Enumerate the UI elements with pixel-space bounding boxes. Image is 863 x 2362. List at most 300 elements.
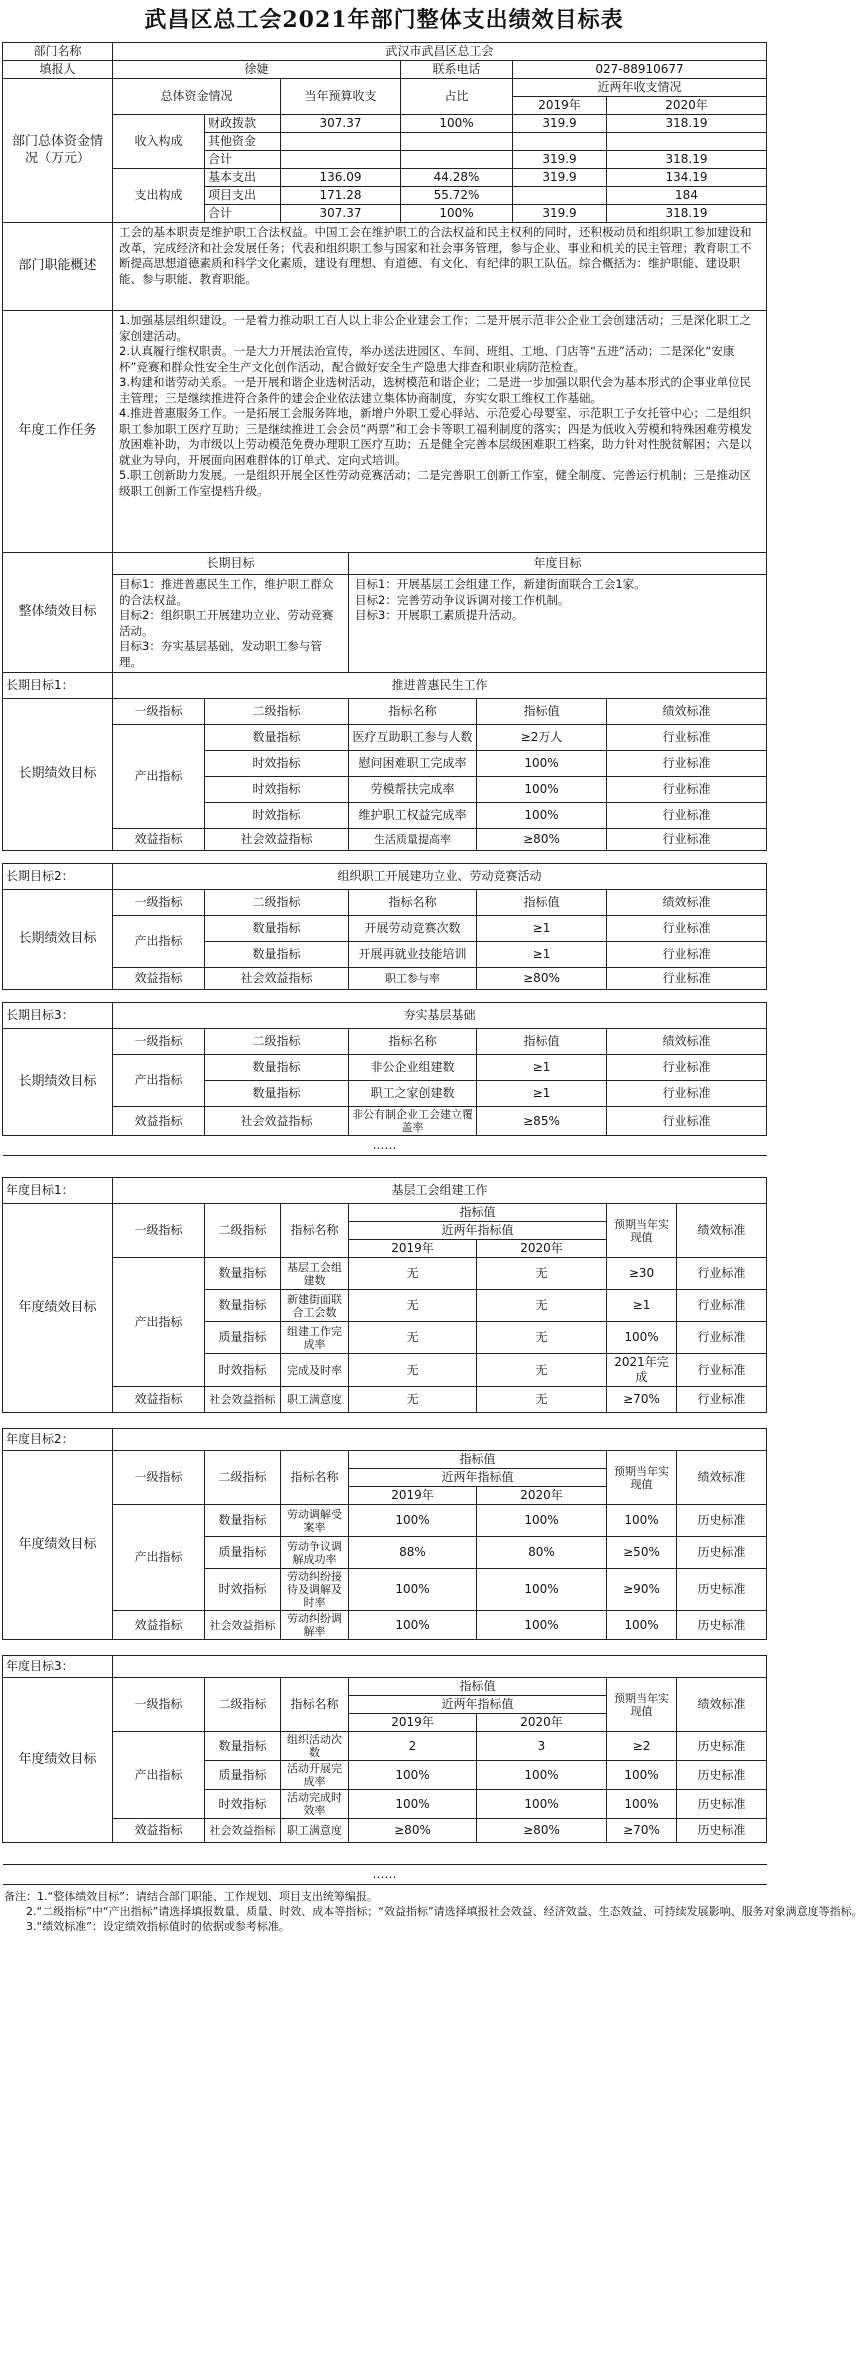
overall-funds-label: 总体资金情况 xyxy=(113,79,281,115)
indicator-2020: ≥80% xyxy=(477,1819,607,1843)
dept-name-value: 武汉市武昌区总工会 xyxy=(113,43,767,61)
indicator-standard: 行业标准 xyxy=(607,751,767,777)
indicator-level2: 数量指标 xyxy=(205,1505,281,1537)
indicator-name: 新建街面联合工会数 xyxy=(281,1290,349,1322)
indicator-value: ≥80% xyxy=(477,829,607,851)
fund-2020 xyxy=(607,133,767,151)
ratio-label: 占比 xyxy=(401,79,513,115)
annual-goal-label: 年度目标1： xyxy=(3,1178,113,1204)
spacer-row xyxy=(3,1843,767,1865)
output-indicator-label: 产出指标 xyxy=(113,916,205,968)
header-standard: 绩效标准 xyxy=(677,1451,767,1505)
long-goal-title: 夯实基层基础 xyxy=(113,1003,767,1029)
header-name: 指标名称 xyxy=(281,1451,349,1505)
annual-goal-title-row xyxy=(3,1178,767,1204)
header-standard: 绩效标准 xyxy=(607,1029,767,1055)
header-name: 指标名称 xyxy=(349,1029,477,1055)
spacer-row xyxy=(3,990,767,1003)
indicator-expect: ≥90% xyxy=(607,1569,677,1611)
page-title: 武昌区总工会2021年部门整体支出绩效目标表 xyxy=(144,7,624,34)
indicator-level2: 社会效益指标 xyxy=(205,1387,281,1413)
header-recent: 近两年指标值 xyxy=(349,1696,607,1714)
long-header-row xyxy=(3,699,767,725)
indicator-expect: 100% xyxy=(607,1611,677,1640)
long-goal-title-row xyxy=(3,673,767,699)
header-standard: 绩效标准 xyxy=(677,1204,767,1258)
indicator-name: 职工满意度 xyxy=(281,1819,349,1843)
header-standard: 绩效标准 xyxy=(607,890,767,916)
indicator-standard: 行业标准 xyxy=(607,968,767,990)
indicator-name: 完成及时率 xyxy=(281,1354,349,1387)
indicator-value: 100% xyxy=(477,803,607,829)
indicator-value: ≥1 xyxy=(477,916,607,942)
indicator-level2: 数量指标 xyxy=(205,916,349,942)
long-goal-label: 长期目标2： xyxy=(3,864,113,890)
indicator-level2: 质量指标 xyxy=(205,1761,281,1790)
goal-header-row xyxy=(3,553,767,575)
indicator-2020: 无 xyxy=(477,1322,607,1354)
indicator-2020: 100% xyxy=(477,1569,607,1611)
fund-2019: 319.9 xyxy=(513,205,607,223)
header-name: 指标名称 xyxy=(349,890,477,916)
header-level1: 一级指标 xyxy=(113,1451,205,1505)
header-2019: 2019年 xyxy=(349,1240,477,1258)
indicator-expect: ≥2 xyxy=(607,1732,677,1761)
fund-2019: 319.9 xyxy=(513,115,607,133)
funds-header-row xyxy=(3,79,767,97)
output-indicator-label: 产出指标 xyxy=(113,1258,205,1387)
indicator-standard: 行业标准 xyxy=(607,1081,767,1107)
indicator-name: 基层工会组建数 xyxy=(281,1258,349,1290)
indicator-2020: 100% xyxy=(477,1611,607,1640)
header-2019: 2019年 xyxy=(349,1487,477,1505)
duty-text: 工会的基本职责是维护职工合法权益。中国工会在维护职工的合法权益和民主权利的同时，还积极动员和组织职工参加建设和改革，完成经济和社会发展任务；代表和组织职工参与国家和社会事务管理，参与企业、事业和机关的民主管理；教育职工不断提高思想道德素质和科学文化素质，建设有理想、有道德、有文化、有纪律的职工队伍。综合概括为：维护职能、建设职能、参与职能、教育职能。 xyxy=(113,223,767,311)
indicator-standard: 行业标准 xyxy=(607,942,767,968)
indicator-name: 劳动调解受案率 xyxy=(281,1505,349,1537)
long-goal-label: 长期目标1： xyxy=(3,673,113,699)
indicator-name: 职工之家创建数 xyxy=(349,1081,477,1107)
header-level1: 一级指标 xyxy=(113,1678,205,1732)
header-value: 指标值 xyxy=(349,1204,607,1222)
indicator-standard: 历史标准 xyxy=(677,1761,767,1790)
indicator-level2: 时效指标 xyxy=(205,803,349,829)
spacer xyxy=(3,1156,767,1178)
benefit-indicator-label: 效益指标 xyxy=(113,1107,205,1136)
indicator-expect: 100% xyxy=(607,1505,677,1537)
indicator-expect: 100% xyxy=(607,1761,677,1790)
indicator-level2: 数量指标 xyxy=(205,1081,349,1107)
fund-item-name: 财政拨款 xyxy=(205,115,281,133)
indicator-expect: ≥30 xyxy=(607,1258,677,1290)
indicator-value: 100% xyxy=(477,777,607,803)
indicator-level2: 数量指标 xyxy=(205,942,349,968)
indicator-expect: 100% xyxy=(607,1322,677,1354)
fund-item-name: 合计 xyxy=(205,151,281,169)
header-name: 指标名称 xyxy=(281,1678,349,1732)
indicator-level2: 数量指标 xyxy=(205,725,349,751)
header-value: 指标值 xyxy=(349,1451,607,1469)
annual-goal-header: 年度目标 xyxy=(349,553,767,575)
indicator-standard: 历史标准 xyxy=(677,1611,767,1640)
fund-item-name: 基本支出 xyxy=(205,169,281,187)
indicator-name: 活动开展完成率 xyxy=(281,1761,349,1790)
fund-budget: 171.28 xyxy=(281,187,401,205)
fund-2019: 319.9 xyxy=(513,151,607,169)
header-2020: 2020年 xyxy=(477,1714,607,1732)
long-header-row xyxy=(3,890,767,916)
indicator-row xyxy=(3,968,767,990)
indicator-row xyxy=(3,1387,767,1413)
indicator-2020: 无 xyxy=(477,1387,607,1413)
year-2019: 2019年 xyxy=(513,97,607,115)
annual-goal-title xyxy=(113,1656,767,1678)
indicator-standard: 历史标准 xyxy=(677,1569,767,1611)
indicator-row xyxy=(3,1732,767,1761)
annual-goal-text: 目标1：开展基层工会组建工作，新建街面联合工会1家。 目标2：完善劳动争议诉调对接工作机制。 目标3：开展职工素质提升活动。 xyxy=(349,575,767,673)
spacer xyxy=(3,1413,767,1429)
indicator-value: ≥2万人 xyxy=(477,725,607,751)
indicator-level2: 社会效益指标 xyxy=(205,1819,281,1843)
indicator-2019: 无 xyxy=(349,1258,477,1290)
recent-label: 近两年收支情况 xyxy=(513,79,767,97)
long-goal-label: 长期目标3： xyxy=(3,1003,113,1029)
fund-2020: 318.19 xyxy=(607,205,767,223)
indicator-standard: 行业标准 xyxy=(677,1354,767,1387)
spacer xyxy=(3,990,767,1003)
fund-budget xyxy=(281,133,401,151)
output-indicator-label: 产出指标 xyxy=(113,1732,205,1819)
header-level2: 二级指标 xyxy=(205,1029,349,1055)
header-level2: 二级指标 xyxy=(205,1451,281,1505)
duty-row xyxy=(3,223,767,311)
filler-value: 徐婕 xyxy=(113,61,401,79)
header-name: 指标名称 xyxy=(281,1204,349,1258)
spacer xyxy=(3,1640,767,1656)
indicator-level2: 质量指标 xyxy=(205,1322,281,1354)
header-value: 指标值 xyxy=(477,1029,607,1055)
phone-value: 027-88910677 xyxy=(513,61,767,79)
indicator-2020: 100% xyxy=(477,1761,607,1790)
indicator-2019: 100% xyxy=(349,1790,477,1819)
indicator-name: 非公有制企业工会建立覆盖率 xyxy=(349,1107,477,1136)
funds-section-label: 部门总体资金情况（万元） xyxy=(3,79,113,223)
tasks-label: 年度工作任务 xyxy=(3,311,113,553)
output-indicator-label: 产出指标 xyxy=(113,1505,205,1611)
spacer-row xyxy=(3,1156,767,1178)
indicator-row xyxy=(3,829,767,851)
filler-label: 填报人 xyxy=(3,61,113,79)
header-expect: 预期当年实现值 xyxy=(607,1204,677,1258)
header-level1: 一级指标 xyxy=(113,1029,205,1055)
indicator-name: 慰问困难职工完成率 xyxy=(349,751,477,777)
indicator-name: 组织活动次数 xyxy=(281,1732,349,1761)
indicator-level2: 数量指标 xyxy=(205,1290,281,1322)
indicator-name: 劳动纠纷接待及调解及时率 xyxy=(281,1569,349,1611)
spacer-row xyxy=(3,851,767,864)
header-value: 指标值 xyxy=(349,1678,607,1696)
budget-label: 当年预算收支 xyxy=(281,79,401,115)
indicator-level2: 时效指标 xyxy=(205,777,349,803)
indicator-2020: 80% xyxy=(477,1537,607,1569)
indicator-expect: ≥70% xyxy=(607,1819,677,1843)
indicator-row xyxy=(3,1055,767,1081)
indicator-standard: 行业标准 xyxy=(607,1107,767,1136)
indicator-expect: ≥1 xyxy=(607,1290,677,1322)
indicator-level2: 社会效益指标 xyxy=(205,829,349,851)
benefit-indicator-label: 效益指标 xyxy=(113,1387,205,1413)
fund-ratio: 100% xyxy=(401,115,513,133)
long-goal-title-row xyxy=(3,864,767,890)
indicator-2019: 88% xyxy=(349,1537,477,1569)
indicator-level2: 时效指标 xyxy=(205,751,349,777)
indicator-standard: 历史标准 xyxy=(677,1505,767,1537)
header-expect: 预期当年实现值 xyxy=(607,1451,677,1505)
overall-goal-label: 整体绩效目标 xyxy=(3,553,113,673)
header-recent: 近两年指标值 xyxy=(349,1222,607,1240)
annual-header-row xyxy=(3,1451,767,1469)
duty-label: 部门职能概述 xyxy=(3,223,113,311)
indicator-value: ≥1 xyxy=(477,1081,607,1107)
fund-ratio: 55.72% xyxy=(401,187,513,205)
annual-goal-label: 年度目标3： xyxy=(3,1656,113,1678)
header-level2: 二级指标 xyxy=(205,699,349,725)
indicator-expect: 2021年完成 xyxy=(607,1354,677,1387)
indicator-value: ≥1 xyxy=(477,942,607,968)
long-section-label: 长期绩效目标 xyxy=(3,890,113,990)
indicator-2019: 100% xyxy=(349,1611,477,1640)
note-1: 备注：1.“整体绩效目标”：请结合部门职能、工作规划、项目支出统筹编报。 xyxy=(4,1890,378,1903)
indicator-expect: ≥50% xyxy=(607,1537,677,1569)
header-standard: 绩效标准 xyxy=(607,699,767,725)
performance-table xyxy=(2,42,767,1885)
indicator-value: ≥85% xyxy=(477,1107,607,1136)
indicator-standard: 行业标准 xyxy=(677,1258,767,1290)
note-2: 2.“二级指标”中“产出指标”请选择填报数量、质量、时效、成本等指标；“效益指标”请选择填报社会效益、经济效益、生态效益、可持续发展影响、服务对象满意度等指标。 xyxy=(26,1905,863,1918)
tasks-text: 1.加强基层组织建设。一是着力推动职工百人以上非公企业建会工作；二是开展示范非公企业工会创建活动；三是深化职工之家创建活动。 2.认真履行维权职责。一是大力开展法治宣传，举办送法进园区、车间、班组、工地、门店等“五进”活动；二是深化“安康杯”竞赛和群众性安全生产文化创作活动，配合做好安全生产隐患大排查和职业病防范检查。 3.构建和谐劳动关系。一是开展和谐企业选树活动，选树模范和谐企业；二是进一步加强以职代会为基本形式的企事业单位民主管理；三是继续推进符合条件的建会企业依法建立集体协商制度，夯实女职工维权工作基础。 4.推进普惠服务工作。一是拓展工会服务阵地，新增户外职工爱心驿站、示范爱心母婴室、示范职工子女托管中心；二是组织职工参加职工医疗互助；三是继续推进工会会员“两票”和工会卡等职工福利制度的落实；四是为低收入劳模和特殊困难劳模发放困难补助，为市级以上劳动模范免费办理职工医疗互助；五是健全完善本层级困难职工档案，助力针对性脱贫解困；六是以就业为导向，开展面向困难群体的订单式、定向式培训。 5.职工创新助力发展。一是组织开展全区性劳动竞赛活动；二是完善职工创新工作室，健全制度、完善运行机制；三是推动区级职工创新工作室提档升级。 xyxy=(113,311,767,553)
indicator-row xyxy=(3,1107,767,1136)
fund-item-name: 合计 xyxy=(205,205,281,223)
spacer xyxy=(3,1843,767,1865)
fund-budget: 136.09 xyxy=(281,169,401,187)
fund-2019 xyxy=(513,133,607,151)
ellipsis-row xyxy=(3,1865,767,1885)
indicator-level2: 质量指标 xyxy=(205,1537,281,1569)
spacer-row xyxy=(3,1640,767,1656)
indicator-row xyxy=(3,1258,767,1290)
indicator-2019: 100% xyxy=(349,1569,477,1611)
indicator-standard: 行业标准 xyxy=(607,916,767,942)
long-goal-text: 目标1：推进普惠民生工作，维护职工群众的合法权益。 目标2：组织职工开展建功立业、劳动竞赛活动。 目标3：夯实基层基础，发动职工参与管理。 xyxy=(113,575,349,673)
fund-item-name: 项目支出 xyxy=(205,187,281,205)
fund-row xyxy=(3,169,767,187)
indicator-2019: 无 xyxy=(349,1290,477,1322)
indicator-level2: 社会效益指标 xyxy=(205,1611,281,1640)
indicator-standard: 历史标准 xyxy=(677,1819,767,1843)
indicator-2019: 无 xyxy=(349,1322,477,1354)
indicator-name: 开展再就业技能培训 xyxy=(349,942,477,968)
fund-budget xyxy=(281,151,401,169)
annual-goal-label: 年度目标2： xyxy=(3,1429,113,1451)
fund-2020: 318.19 xyxy=(607,151,767,169)
indicator-standard: 行业标准 xyxy=(607,1055,767,1081)
annual-goal-title xyxy=(113,1429,767,1451)
indicator-2020: 3 xyxy=(477,1732,607,1761)
note-3: 3.“绩效标准”：设定绩效指标值时的依据或参考标准。 xyxy=(26,1920,290,1933)
header-name: 指标名称 xyxy=(349,699,477,725)
indicator-standard: 历史标准 xyxy=(677,1537,767,1569)
header-value: 指标值 xyxy=(477,699,607,725)
long-goal-title: 组织职工开展建功立业、劳动竞赛活动 xyxy=(113,864,767,890)
indicator-expect: ≥70% xyxy=(607,1387,677,1413)
goal-text-row xyxy=(3,575,767,673)
annual-goal-title: 基层工会组建工作 xyxy=(113,1178,767,1204)
spacer-row xyxy=(3,1413,767,1429)
year-2020: 2020年 xyxy=(607,97,767,115)
indicator-level2: 数量指标 xyxy=(205,1732,281,1761)
annual-goal-title-row xyxy=(3,1429,767,1451)
annual-goal-title-row xyxy=(3,1656,767,1678)
indicator-name: 活动完成时效率 xyxy=(281,1790,349,1819)
annual-header-row xyxy=(3,1204,767,1222)
fund-budget: 307.37 xyxy=(281,205,401,223)
header-level1: 一级指标 xyxy=(113,890,205,916)
header-standard: 绩效标准 xyxy=(677,1678,767,1732)
filler-row xyxy=(3,61,767,79)
header-level1: 一级指标 xyxy=(113,1204,205,1258)
indicator-level2: 数量指标 xyxy=(205,1055,349,1081)
output-indicator-label: 产出指标 xyxy=(113,725,205,829)
indicator-level2: 数量指标 xyxy=(205,1258,281,1290)
annual-header-row xyxy=(3,1678,767,1696)
indicator-value: ≥80% xyxy=(477,968,607,990)
long-section-label: 长期绩效目标 xyxy=(3,699,113,851)
indicator-2019: 100% xyxy=(349,1761,477,1790)
indicator-name: 非公企业组建数 xyxy=(349,1055,477,1081)
header-level1: 一级指标 xyxy=(113,699,205,725)
indicator-row xyxy=(3,1505,767,1537)
fund-ratio: 100% xyxy=(401,205,513,223)
ellipsis: …… xyxy=(3,1136,767,1156)
indicator-2020: 无 xyxy=(477,1354,607,1387)
long-section-label: 长期绩效目标 xyxy=(3,1029,113,1136)
indicator-name: 劳模帮扶完成率 xyxy=(349,777,477,803)
indicator-standard: 行业标准 xyxy=(607,725,767,751)
indicator-standard: 行业标准 xyxy=(607,829,767,851)
header-2019: 2019年 xyxy=(349,1714,477,1732)
annual-section-label: 年度绩效目标 xyxy=(3,1204,113,1413)
fund-2020: 134.19 xyxy=(607,169,767,187)
fund-2019: 319.9 xyxy=(513,169,607,187)
indicator-2019: ≥80% xyxy=(349,1819,477,1843)
indicator-row xyxy=(3,725,767,751)
output-indicator-label: 产出指标 xyxy=(113,1055,205,1107)
indicator-standard: 行业标准 xyxy=(677,1290,767,1322)
benefit-indicator-label: 效益指标 xyxy=(113,829,205,851)
indicator-standard: 行业标准 xyxy=(677,1322,767,1354)
indicator-level2: 时效指标 xyxy=(205,1790,281,1819)
indicator-level2: 社会效益指标 xyxy=(205,1107,349,1136)
fund-2020: 184 xyxy=(607,187,767,205)
indicator-2019: 无 xyxy=(349,1387,477,1413)
header-level2: 二级指标 xyxy=(205,1204,281,1258)
fund-budget: 307.37 xyxy=(281,115,401,133)
phone-label: 联系电话 xyxy=(401,61,513,79)
indicator-2020: 无 xyxy=(477,1258,607,1290)
fund-item-name: 其他资金 xyxy=(205,133,281,151)
indicator-name: 维护职工权益完成率 xyxy=(349,803,477,829)
annual-section-label: 年度绩效目标 xyxy=(3,1451,113,1640)
indicator-expect: 100% xyxy=(607,1790,677,1819)
indicator-level2: 时效指标 xyxy=(205,1569,281,1611)
spacer xyxy=(3,851,767,864)
indicator-name: 职工参与率 xyxy=(349,968,477,990)
long-header-row xyxy=(3,1029,767,1055)
long-goal-title-row xyxy=(3,1003,767,1029)
header-expect: 预期当年实现值 xyxy=(607,1678,677,1732)
header-level2: 二级指标 xyxy=(205,890,349,916)
header-2020: 2020年 xyxy=(477,1240,607,1258)
fund-row xyxy=(3,115,767,133)
header-recent: 近两年指标值 xyxy=(349,1469,607,1487)
long-goal-header: 长期目标 xyxy=(113,553,349,575)
fund-ratio xyxy=(401,133,513,151)
indicator-row xyxy=(3,916,767,942)
indicator-row xyxy=(3,1611,767,1640)
header-value: 指标值 xyxy=(477,890,607,916)
indicator-level2: 社会效益指标 xyxy=(205,968,349,990)
indicator-level2: 时效指标 xyxy=(205,1354,281,1387)
header-2020: 2020年 xyxy=(477,1487,607,1505)
indicator-name: 职工满意度 xyxy=(281,1387,349,1413)
indicator-2019: 100% xyxy=(349,1505,477,1537)
indicator-2019: 2 xyxy=(349,1732,477,1761)
indicator-standard: 行业标准 xyxy=(607,803,767,829)
indicator-standard: 行业标准 xyxy=(677,1387,767,1413)
fund-2020: 318.19 xyxy=(607,115,767,133)
indicator-standard: 行业标准 xyxy=(607,777,767,803)
benefit-indicator-label: 效益指标 xyxy=(113,968,205,990)
expense-group-label: 支出构成 xyxy=(113,169,205,223)
indicator-name: 劳动争议调解成功率 xyxy=(281,1537,349,1569)
dept-name-label: 部门名称 xyxy=(3,43,113,61)
tasks-row xyxy=(3,311,767,553)
indicator-standard: 历史标准 xyxy=(677,1790,767,1819)
fund-ratio: 44.28% xyxy=(401,169,513,187)
indicator-value: ≥1 xyxy=(477,1055,607,1081)
indicator-2020: 100% xyxy=(477,1790,607,1819)
indicator-value: 100% xyxy=(477,751,607,777)
indicator-2020: 100% xyxy=(477,1505,607,1537)
ellipsis: …… xyxy=(3,1865,767,1885)
fund-ratio xyxy=(401,151,513,169)
indicator-name: 组建工作完成率 xyxy=(281,1322,349,1354)
long-goal-title: 推进普惠民生工作 xyxy=(113,673,767,699)
indicator-name: 劳动纠纷调解率 xyxy=(281,1611,349,1640)
benefit-indicator-label: 效益指标 xyxy=(113,1611,205,1640)
annual-section-label: 年度绩效目标 xyxy=(3,1678,113,1843)
indicator-name: 生活质量提高率 xyxy=(349,829,477,851)
income-group-label: 收入构成 xyxy=(113,115,205,169)
fund-2019 xyxy=(513,187,607,205)
ellipsis-row xyxy=(3,1136,767,1156)
indicator-2020: 无 xyxy=(477,1290,607,1322)
indicator-row xyxy=(3,1819,767,1843)
indicator-standard: 历史标准 xyxy=(677,1732,767,1761)
benefit-indicator-label: 效益指标 xyxy=(113,1819,205,1843)
notes xyxy=(4,1889,863,1934)
indicator-name: 医疗互助职工参与人数 xyxy=(349,725,477,751)
header-level2: 二级指标 xyxy=(205,1678,281,1732)
